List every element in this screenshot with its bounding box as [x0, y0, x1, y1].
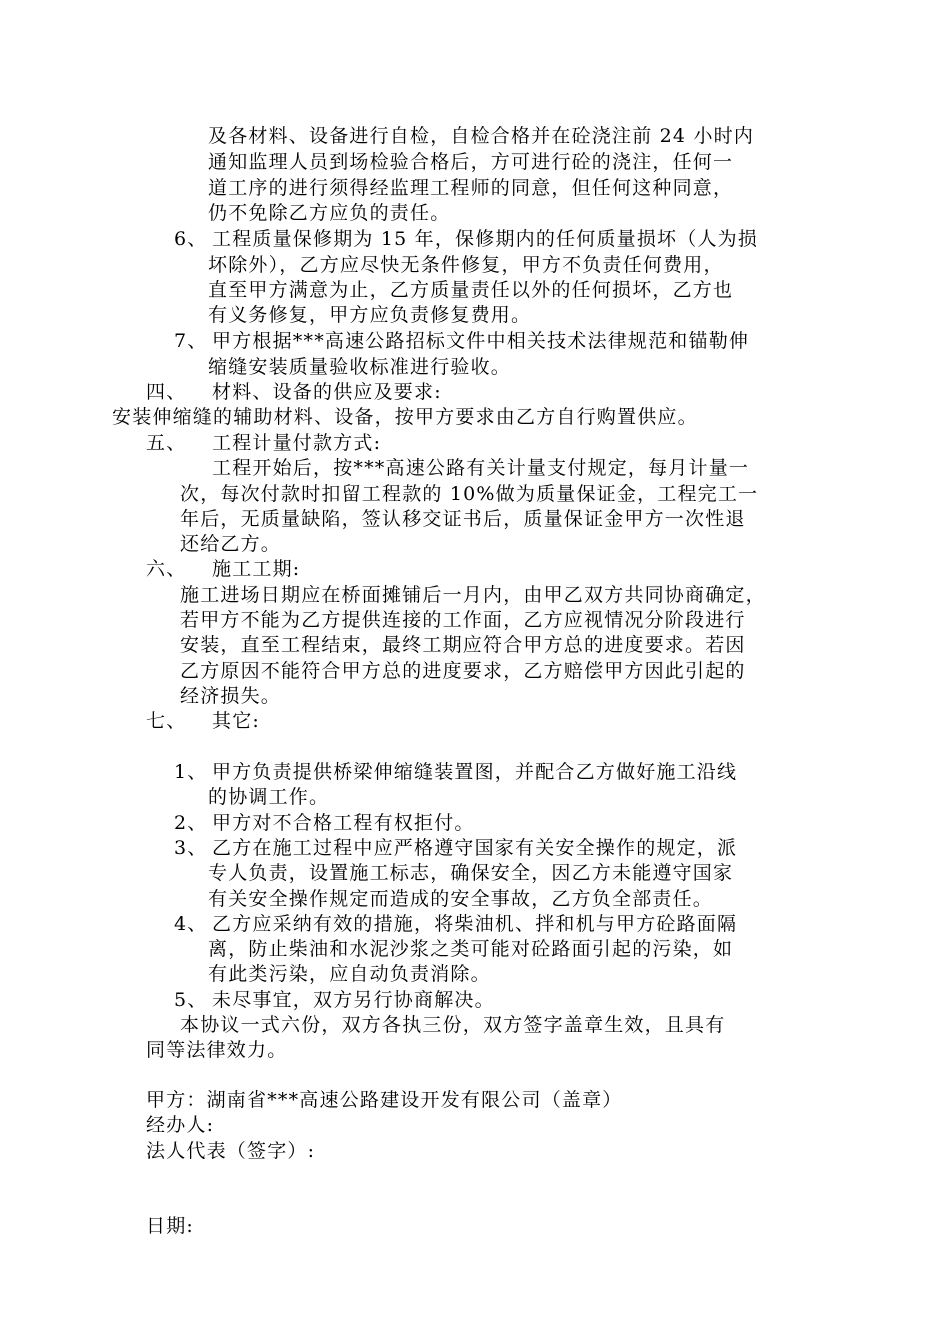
- item6-line1: 工程质量保修期为 15 年，保修期内的任何质量损坏（人为损: [212, 228, 759, 250]
- closing-line1: 本协议一式六份，双方各执三份，双方签字盖章生效，且具有: [180, 1014, 726, 1036]
- s7-item5-line1: 未尽事宜，双方另行协商解决。: [212, 989, 495, 1011]
- s7-item2-number: 2、: [174, 812, 208, 834]
- item7-line2: 缩缝安装质量验收标准进行验收。: [208, 356, 512, 378]
- section5-line1: 工程开始后，按***高速公路有关计量支付规定，每月计量一: [212, 457, 750, 479]
- item6-number: 6、: [174, 228, 208, 250]
- section6-number: 六、: [146, 558, 187, 580]
- item5-line1: 及各材料、设备进行自检，自检合格并在砼浇注前 24 小时内: [208, 125, 755, 147]
- s7-item1-line1: 甲方负责提供桥梁伸缩缝装置图，并配合乙方做好施工沿线: [212, 761, 738, 783]
- s7-item3-line1: 乙方在施工过程中应严格遵守国家有关安全操作的规定，派: [212, 837, 738, 859]
- date-line: 日期:: [146, 1215, 195, 1237]
- section6-line3: 安装，直至工程结束，最终工期应符合甲方总的进度要求。若因: [180, 634, 746, 656]
- item6-line4: 有义务修复，甲方应负责修复费用。: [208, 304, 532, 326]
- section7-title: 其它:: [212, 710, 261, 732]
- section5-line3: 年后，无质量缺陷，签认移交证书后，质量保证金甲方一次性退: [180, 508, 746, 530]
- agent-line: 经办人:: [146, 1114, 215, 1136]
- item6-line3: 直至甲方满意为止，乙方质量责任以外的任何损坏，乙方也: [208, 279, 734, 301]
- s7-item3-line3: 有关安全操作规定而造成的安全事故，乙方负全部责任。: [208, 888, 714, 910]
- section6-line2: 若甲方不能为乙方提供连接的工作面，乙方应视情况分阶段进行: [180, 609, 746, 631]
- section4-number: 四、: [146, 381, 187, 403]
- s7-item2-line1: 甲方对不合格工程有权拒付。: [212, 812, 475, 834]
- s7-item1-number: 1、: [174, 761, 208, 783]
- section6-title: 施工工期:: [212, 558, 301, 580]
- s7-item1-line2: 的协调工作。: [208, 786, 330, 808]
- section7-number: 七、: [146, 710, 187, 732]
- section5-line2: 次，每次付款时扣留工程款的 10%做为质量保证金，工程完工一: [180, 483, 759, 505]
- s7-item3-line2: 专人负责，设置施工标志，确保安全，因乙方未能遵守国家: [208, 862, 734, 884]
- s7-item4-line3: 有此类污染，应自动负责消除。: [208, 963, 491, 985]
- item7-number: 7、: [174, 330, 208, 352]
- item6-line2: 坏除外），乙方应尽快无条件修复，甲方不负责任何费用，: [208, 254, 724, 276]
- s7-item3-number: 3、: [174, 837, 208, 859]
- section4-body: 安装伸缩缝的辅助材料、设备，按甲方要求由乙方自行购置供应。: [112, 406, 698, 428]
- section6-line1: 施工进场日期应在桥面摊铺后一月内，由甲乙双方共同协商确定，: [180, 584, 766, 606]
- item5-line4: 仍不免除乙方应负的责任。: [208, 202, 451, 224]
- section5-number: 五、: [146, 432, 187, 454]
- party-a-line: 甲方：湖南省***高速公路建设开发有限公司（盖章）: [146, 1089, 623, 1111]
- section6-line5: 经济损失。: [180, 685, 282, 707]
- s7-item5-number: 5、: [174, 989, 208, 1011]
- s7-item4-line2: 离，防止柴油和水泥沙浆之类可能对砼路面引起的污染，如: [208, 938, 734, 960]
- closing-line2: 同等法律效力。: [146, 1039, 288, 1061]
- item7-line1: 甲方根据***高速公路招标文件中相关技术法律规范和锚勒伸: [212, 330, 750, 352]
- section5-title: 工程计量付款方式:: [212, 432, 382, 454]
- s7-item4-number: 4、: [174, 913, 208, 935]
- legal-rep-line: 法人代表（签字）:: [146, 1140, 316, 1162]
- section6-line4: 乙方原因不能符合甲方总的进度要求，乙方赔偿甲方因此引起的: [180, 660, 746, 682]
- item5-line3: 道工序的进行须得经监理工程师的同意，但任何这种同意，: [208, 177, 734, 199]
- s7-item4-line1: 乙方应采纳有效的措施，将柴油机、拌和机与甲方砼路面隔: [212, 913, 738, 935]
- item5-line2: 通知监理人员到场检验合格后，方可进行砼的浇注，任何一: [208, 151, 734, 173]
- section4-title: 材料、设备的供应及要求:: [212, 381, 442, 403]
- section5-line4: 还给乙方。: [180, 533, 282, 555]
